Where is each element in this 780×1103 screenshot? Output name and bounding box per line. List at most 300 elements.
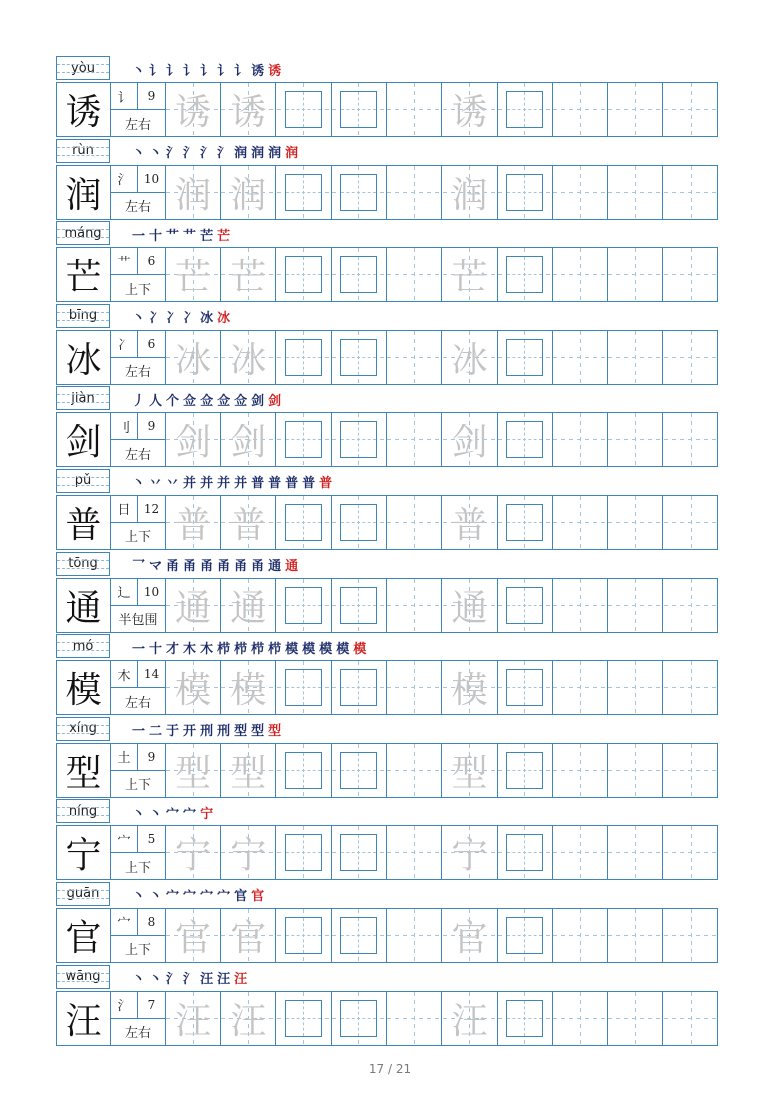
character-entry <box>56 386 718 469</box>
trace-cell[interactable] <box>443 579 498 632</box>
boxed-practice-cell[interactable] <box>498 248 553 301</box>
stroke-step: 十 <box>149 641 164 657</box>
practice-cell[interactable] <box>664 331 719 384</box>
stroke-step: 一 <box>132 724 147 740</box>
trace-cell[interactable] <box>166 166 221 219</box>
character-info <box>111 413 166 466</box>
stroke-step: 木 <box>200 641 215 657</box>
pinyin-label <box>56 304 110 328</box>
stroke-count: 10 <box>138 579 165 606</box>
stroke-step: 丶 <box>132 889 147 905</box>
pinyin-label <box>56 469 110 493</box>
practice-cell[interactable] <box>664 83 719 136</box>
stroke-order <box>132 802 217 822</box>
stroke-step: 丿 <box>132 393 147 409</box>
inner-box <box>285 752 322 789</box>
radical: 木 <box>111 661 138 688</box>
stroke-order <box>132 142 302 162</box>
structure-label: 上下 <box>124 530 151 546</box>
stroke-count: 10 <box>138 166 165 193</box>
character-entry <box>56 634 718 717</box>
trace-character: 官 <box>174 917 211 959</box>
character-entry <box>56 304 718 387</box>
stroke-step: 甬 <box>183 559 198 575</box>
trace-cell[interactable] <box>443 744 498 797</box>
trace-cell[interactable] <box>443 909 498 962</box>
trace-character: 诱 <box>230 92 267 133</box>
practice-cell[interactable] <box>553 909 608 962</box>
stroke-step: 并 <box>200 476 215 492</box>
page-number: 17 / 21 <box>368 1062 412 1076</box>
trace-cell[interactable] <box>443 661 498 714</box>
practice-cell[interactable] <box>608 331 663 384</box>
stroke-step: 丶 <box>132 146 147 162</box>
model-character: 型 <box>57 744 111 797</box>
stroke-count: 7 <box>138 992 165 1019</box>
practice-cell[interactable] <box>608 744 663 797</box>
inner-box <box>285 1000 322 1037</box>
pinyin-text: guān <box>66 886 100 902</box>
trace-cell[interactable] <box>221 248 276 301</box>
practice-cell[interactable] <box>387 744 442 797</box>
practice-cell[interactable] <box>608 83 663 136</box>
stroke-step: 通 <box>268 559 283 575</box>
stroke-order <box>132 885 268 905</box>
trace-cell[interactable] <box>166 248 221 301</box>
practice-row <box>56 660 718 715</box>
character-info <box>111 744 166 797</box>
character-entry <box>56 965 718 1048</box>
stroke-step: 模 <box>353 641 368 657</box>
trace-character: 官 <box>451 917 488 959</box>
boxed-practice-cell[interactable] <box>332 661 387 714</box>
radical: 土 <box>111 744 138 771</box>
stroke-step: 讠 <box>217 63 232 79</box>
boxed-practice-cell[interactable] <box>498 496 553 549</box>
practice-row <box>56 82 718 137</box>
stroke-order <box>132 555 302 575</box>
boxed-practice-cell[interactable] <box>277 496 332 549</box>
boxed-practice-cell[interactable] <box>498 166 553 219</box>
practice-cell[interactable] <box>387 83 442 136</box>
boxed-practice-cell[interactable] <box>277 744 332 797</box>
trace-character: 诱 <box>174 92 211 133</box>
practice-cell[interactable] <box>608 248 663 301</box>
character-info <box>111 496 166 549</box>
radical: 讠 <box>111 83 138 110</box>
boxed-practice-cell[interactable] <box>277 331 332 384</box>
trace-character: 普 <box>174 504 211 546</box>
boxed-practice-cell[interactable] <box>332 909 387 962</box>
practice-cell[interactable] <box>664 992 719 1045</box>
character-info <box>111 826 166 879</box>
boxed-practice-cell[interactable] <box>277 661 332 714</box>
trace-character: 润 <box>230 174 267 216</box>
stroke-step: 氵 <box>183 972 198 988</box>
boxed-practice-cell[interactable] <box>498 331 553 384</box>
model-character: 冰 <box>57 331 111 384</box>
model-character: 官 <box>57 909 111 962</box>
trace-character: 宁 <box>451 835 488 877</box>
stroke-step: マ <box>149 559 164 575</box>
trace-character: 芒 <box>174 257 211 299</box>
stroke-step: 刑 <box>217 724 232 740</box>
stroke-step: 模 <box>302 641 317 657</box>
trace-character: 通 <box>230 587 267 629</box>
practice-row <box>56 412 718 467</box>
structure-label: 左右 <box>124 117 151 133</box>
practice-row <box>56 495 718 550</box>
trace-character: 润 <box>451 174 488 216</box>
boxed-practice-cell[interactable] <box>498 909 553 962</box>
practice-cell[interactable] <box>664 579 719 632</box>
stroke-step: 佥 <box>183 393 198 409</box>
boxed-practice-cell[interactable] <box>498 83 553 136</box>
pinyin-text: tōng <box>68 556 98 572</box>
stroke-step: 诱 <box>251 63 266 79</box>
boxed-practice-cell[interactable] <box>277 579 332 632</box>
trace-cell[interactable] <box>221 83 276 136</box>
stroke-step: 宀 <box>200 889 215 905</box>
practice-cell[interactable] <box>608 661 663 714</box>
trace-cell[interactable] <box>221 744 276 797</box>
stroke-step: 冫 <box>166 311 181 327</box>
stroke-count: 14 <box>138 661 165 688</box>
practice-cell[interactable] <box>664 166 719 219</box>
boxed-practice-cell[interactable] <box>277 248 332 301</box>
practice-cell[interactable] <box>387 826 442 879</box>
pinyin-row <box>56 717 718 742</box>
stroke-step: 润 <box>234 146 249 162</box>
inner-box <box>340 834 377 871</box>
pinyin-text: bīng <box>68 308 98 324</box>
trace-cell[interactable] <box>166 579 221 632</box>
boxed-practice-cell[interactable] <box>277 826 332 879</box>
practice-cell[interactable] <box>664 496 719 549</box>
stroke-count: 6 <box>138 248 165 275</box>
boxed-practice-cell[interactable] <box>277 909 332 962</box>
pinyin-text: máng <box>64 225 102 241</box>
trace-character: 润 <box>174 174 211 216</box>
inner-box <box>506 339 543 376</box>
stroke-order <box>132 720 285 740</box>
practice-cell[interactable] <box>387 579 442 632</box>
pinyin-row <box>56 386 718 411</box>
practice-cell[interactable] <box>387 331 442 384</box>
boxed-practice-cell[interactable] <box>498 992 553 1045</box>
practice-cell[interactable] <box>553 661 608 714</box>
boxed-practice-cell[interactable] <box>332 83 387 136</box>
stroke-step: 艹 <box>183 228 198 244</box>
stroke-step: 型 <box>234 724 249 740</box>
stroke-step: 汪 <box>200 972 215 988</box>
practice-cell[interactable] <box>553 166 608 219</box>
stroke-step: 佥 <box>217 393 232 409</box>
boxed-practice-cell[interactable] <box>332 744 387 797</box>
stroke-step: 润 <box>285 146 300 162</box>
inner-box <box>340 669 377 706</box>
radical: 氵 <box>111 166 138 193</box>
stroke-step: 诱 <box>268 63 283 79</box>
practice-row <box>56 825 718 880</box>
stroke-step: 栉 <box>234 641 249 657</box>
stroke-step: 艹 <box>166 228 181 244</box>
stroke-step: 普 <box>251 476 266 492</box>
trace-character: 汪 <box>174 1000 211 1042</box>
trace-cell[interactable] <box>443 496 498 549</box>
practice-cell[interactable] <box>608 496 663 549</box>
character-entry <box>56 552 718 635</box>
character-entry <box>56 882 718 965</box>
practice-cell[interactable] <box>553 744 608 797</box>
trace-character: 通 <box>174 587 211 629</box>
boxed-practice-cell[interactable] <box>332 496 387 549</box>
trace-cell[interactable] <box>443 248 498 301</box>
boxed-practice-cell[interactable] <box>498 744 553 797</box>
structure-label: 上下 <box>124 282 151 298</box>
inner-box <box>506 587 543 624</box>
stroke-order <box>132 307 234 327</box>
boxed-practice-cell[interactable] <box>277 83 332 136</box>
trace-cell[interactable] <box>166 331 221 384</box>
practice-cell[interactable] <box>387 413 442 466</box>
stroke-step: 润 <box>268 146 283 162</box>
trace-character: 剑 <box>230 422 267 464</box>
inner-box <box>285 917 322 954</box>
practice-cell[interactable] <box>387 496 442 549</box>
structure-label: 左右 <box>124 695 151 711</box>
practice-cell[interactable] <box>387 166 442 219</box>
boxed-practice-cell[interactable] <box>498 413 553 466</box>
pinyin-row <box>56 552 718 577</box>
pinyin-text: wāng <box>65 969 101 985</box>
stroke-step: 汪 <box>217 972 232 988</box>
structure-label: 左右 <box>124 365 151 381</box>
boxed-practice-cell[interactable] <box>332 331 387 384</box>
practice-row <box>56 165 718 220</box>
trace-cell[interactable] <box>166 826 221 879</box>
trace-cell[interactable] <box>221 826 276 879</box>
structure-label: 左右 <box>124 200 151 216</box>
stroke-count: 9 <box>138 83 165 110</box>
trace-character: 型 <box>451 752 488 794</box>
stroke-step: 官 <box>251 889 266 905</box>
trace-cell[interactable] <box>221 909 276 962</box>
practice-cell[interactable] <box>553 579 608 632</box>
trace-cell[interactable] <box>443 83 498 136</box>
trace-cell[interactable] <box>221 579 276 632</box>
character-info <box>111 248 166 301</box>
pinyin-label <box>56 717 110 741</box>
boxed-practice-cell[interactable] <box>498 661 553 714</box>
trace-cell[interactable] <box>221 331 276 384</box>
stroke-step: 丶 <box>149 146 164 162</box>
trace-cell[interactable] <box>221 496 276 549</box>
practice-cell[interactable] <box>664 413 719 466</box>
stroke-count: 5 <box>138 826 165 853</box>
trace-character: 冰 <box>174 339 211 381</box>
character-info <box>111 909 166 962</box>
model-character: 剑 <box>57 413 111 466</box>
trace-character: 冰 <box>451 339 488 381</box>
trace-cell[interactable] <box>166 413 221 466</box>
practice-cell[interactable] <box>387 909 442 962</box>
boxed-practice-cell[interactable] <box>332 248 387 301</box>
stroke-step: 宀 <box>183 889 198 905</box>
trace-cell[interactable] <box>443 166 498 219</box>
stroke-count: 9 <box>138 413 165 440</box>
stroke-step: 丶 <box>132 311 147 327</box>
practice-row <box>56 578 718 633</box>
stroke-step: 宀 <box>183 806 198 822</box>
stroke-count: 6 <box>138 331 165 358</box>
trace-cell[interactable] <box>443 413 498 466</box>
stroke-step: 栉 <box>268 641 283 657</box>
stroke-step: 乛 <box>132 559 147 575</box>
stroke-step: 讠 <box>166 63 181 79</box>
practice-cell[interactable] <box>553 83 608 136</box>
model-character: 芒 <box>57 248 111 301</box>
practice-cell[interactable] <box>553 826 608 879</box>
stroke-step: 型 <box>251 724 266 740</box>
boxed-practice-cell[interactable] <box>332 579 387 632</box>
boxed-practice-cell[interactable] <box>277 992 332 1045</box>
pinyin-text: jiàn <box>71 390 95 406</box>
trace-character: 诱 <box>451 92 488 133</box>
character-entry <box>56 799 718 882</box>
character-info <box>111 83 166 136</box>
stroke-step: 栉 <box>251 641 266 657</box>
trace-cell[interactable] <box>166 909 221 962</box>
boxed-practice-cell[interactable] <box>498 826 553 879</box>
stroke-step: 普 <box>319 476 334 492</box>
practice-row <box>56 991 718 1046</box>
practice-cell[interactable] <box>664 248 719 301</box>
trace-character: 模 <box>230 670 267 712</box>
practice-row <box>56 247 718 302</box>
trace-cell[interactable] <box>221 413 276 466</box>
character-info <box>111 166 166 219</box>
stroke-step: 讠 <box>149 63 164 79</box>
practice-cell[interactable] <box>664 661 719 714</box>
practice-cell[interactable] <box>553 496 608 549</box>
trace-cell[interactable] <box>221 661 276 714</box>
stroke-step: 甬 <box>166 559 181 575</box>
stroke-step: 丶 <box>132 476 147 492</box>
practice-cell[interactable] <box>387 992 442 1045</box>
trace-cell[interactable] <box>221 992 276 1045</box>
boxed-practice-cell[interactable] <box>498 579 553 632</box>
practice-cell[interactable] <box>608 909 663 962</box>
trace-cell[interactable] <box>166 496 221 549</box>
model-character: 普 <box>57 496 111 549</box>
trace-character: 型 <box>174 752 211 794</box>
boxed-practice-cell[interactable] <box>277 413 332 466</box>
practice-cell[interactable] <box>664 826 719 879</box>
pinyin-label <box>56 552 110 576</box>
stroke-step: 宀 <box>217 889 232 905</box>
stroke-step: 芒 <box>200 228 215 244</box>
trace-cell[interactable] <box>221 166 276 219</box>
boxed-practice-cell[interactable] <box>277 166 332 219</box>
practice-cell[interactable] <box>608 992 663 1045</box>
trace-cell[interactable] <box>443 826 498 879</box>
boxed-practice-cell[interactable] <box>332 166 387 219</box>
stroke-step: 讠 <box>183 63 198 79</box>
inner-box <box>506 669 543 706</box>
stroke-step: 宁 <box>200 806 215 822</box>
inner-box <box>285 834 322 871</box>
stroke-step: 普 <box>302 476 317 492</box>
inner-box <box>340 752 377 789</box>
trace-cell[interactable] <box>166 83 221 136</box>
structure-label: 上下 <box>124 778 151 794</box>
stroke-step: 宀 <box>166 806 181 822</box>
pinyin-text: pǔ <box>74 473 92 489</box>
inner-box <box>340 174 377 211</box>
trace-character: 汪 <box>451 1000 488 1042</box>
stroke-step: 丶 <box>132 806 147 822</box>
trace-cell[interactable] <box>443 331 498 384</box>
structure-label: 半包围 <box>118 613 158 629</box>
practice-cell[interactable] <box>608 413 663 466</box>
stroke-step: 个 <box>166 393 181 409</box>
practice-cell[interactable] <box>664 744 719 797</box>
inner-box <box>506 504 543 541</box>
trace-cell[interactable] <box>443 992 498 1045</box>
practice-cell[interactable] <box>664 909 719 962</box>
practice-cell[interactable] <box>387 661 442 714</box>
stroke-step: 剑 <box>268 393 283 409</box>
pinyin-row <box>56 634 718 659</box>
boxed-practice-cell[interactable] <box>332 413 387 466</box>
stroke-step: 通 <box>285 559 300 575</box>
stroke-step: 甬 <box>251 559 266 575</box>
practice-cell[interactable] <box>553 331 608 384</box>
inner-box <box>340 91 377 128</box>
stroke-step: 模 <box>285 641 300 657</box>
stroke-step: 模 <box>319 641 334 657</box>
inner-box <box>285 174 322 211</box>
stroke-step: 木 <box>183 641 198 657</box>
inner-box <box>285 587 322 624</box>
practice-cell[interactable] <box>387 248 442 301</box>
character-entry <box>56 221 718 304</box>
pinyin-text: xíng <box>69 721 97 737</box>
practice-cell[interactable] <box>553 413 608 466</box>
practice-cell[interactable] <box>608 579 663 632</box>
boxed-practice-cell[interactable] <box>332 992 387 1045</box>
trace-cell[interactable] <box>166 661 221 714</box>
stroke-step: 讠 <box>200 63 215 79</box>
stroke-step: 润 <box>251 146 266 162</box>
character-entry <box>56 56 718 139</box>
stroke-step: 丶 <box>132 972 147 988</box>
practice-cell[interactable] <box>608 166 663 219</box>
boxed-practice-cell[interactable] <box>332 826 387 879</box>
stroke-step: 冫 <box>149 311 164 327</box>
inner-box <box>506 1000 543 1037</box>
practice-cell[interactable] <box>553 248 608 301</box>
practice-cell[interactable] <box>553 992 608 1045</box>
stroke-step: 栉 <box>217 641 232 657</box>
inner-box <box>506 917 543 954</box>
practice-cell[interactable] <box>608 826 663 879</box>
trace-cell[interactable] <box>166 992 221 1045</box>
stroke-order <box>132 472 336 492</box>
pinyin-label <box>56 634 110 658</box>
trace-cell[interactable] <box>166 744 221 797</box>
